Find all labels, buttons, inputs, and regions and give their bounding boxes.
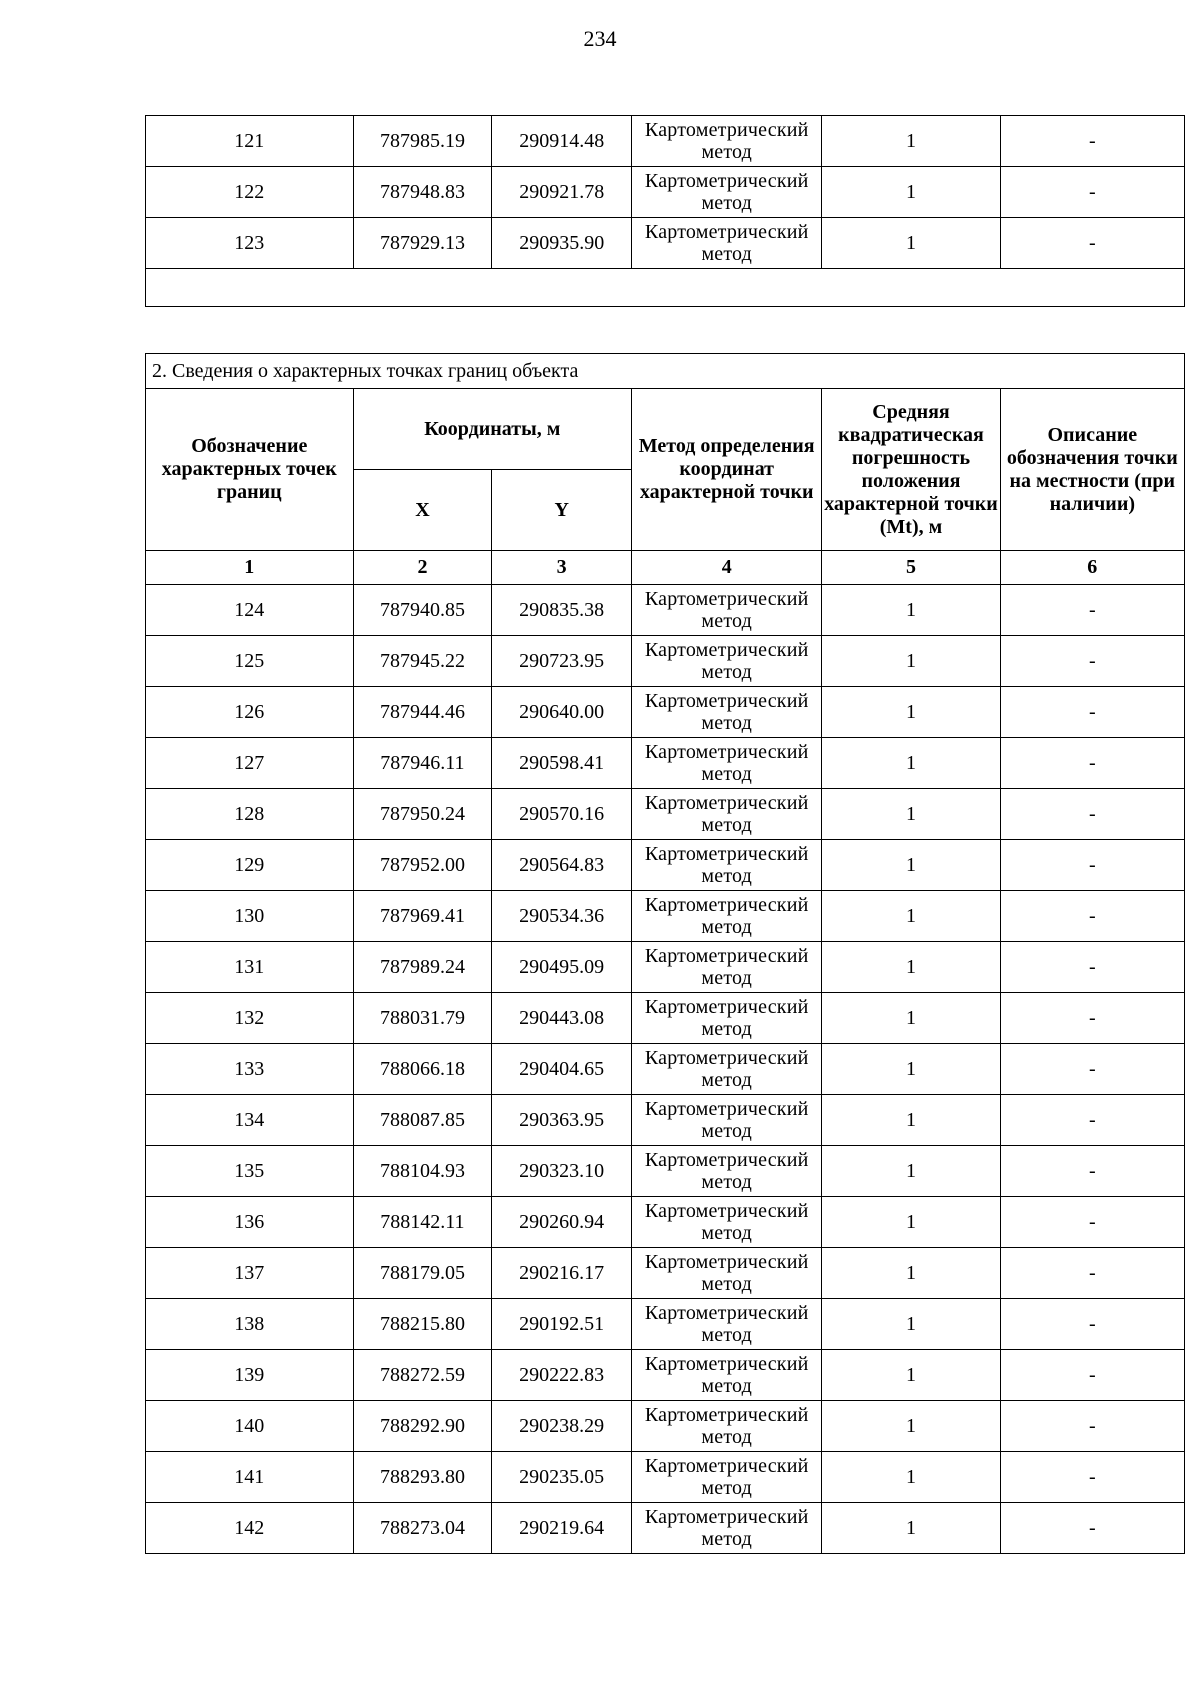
description-cell: - [1000, 1095, 1184, 1146]
section-caption: 2. Сведения о характерных точках границ объекта [146, 354, 1185, 389]
column-number: 4 [632, 551, 822, 585]
x-coordinate-cell: 787945.22 [353, 636, 492, 687]
description-cell: - [1000, 738, 1184, 789]
method-cell: Картометрический метод [632, 840, 822, 891]
page-number: 234 [583, 26, 617, 51]
error-cell: 1 [822, 1299, 1000, 1350]
table-row [146, 1197, 1185, 1248]
description-cell: - [1000, 1350, 1184, 1401]
table-row [146, 1299, 1185, 1350]
method-cell: Картометрический метод [632, 636, 822, 687]
method-cell: Картометрический метод [632, 1146, 822, 1197]
description-cell: - [1000, 840, 1184, 891]
y-coordinate-cell: 290598.41 [492, 738, 632, 789]
table-row [146, 1401, 1185, 1452]
y-coordinate-cell: 290216.17 [492, 1248, 632, 1299]
method-cell: Картометрический метод [632, 1503, 822, 1554]
description-cell: - [1000, 1452, 1184, 1503]
table-row [146, 636, 1185, 687]
point-id-cell: 121 [146, 116, 354, 167]
x-coordinate-cell: 787950.24 [353, 789, 492, 840]
description-cell: - [1000, 1299, 1184, 1350]
empty-row [146, 269, 1185, 307]
y-coordinate-cell: 290495.09 [492, 942, 632, 993]
header-row [146, 389, 1185, 470]
x-coordinate-cell: 787989.24 [353, 942, 492, 993]
point-id-cell: 137 [146, 1248, 354, 1299]
point-id-cell: 130 [146, 891, 354, 942]
method-cell: Картометрический метод [632, 891, 822, 942]
description-cell: - [1000, 1044, 1184, 1095]
point-id-cell: 136 [146, 1197, 354, 1248]
x-coordinate-cell: 787948.83 [353, 167, 492, 218]
error-cell: 1 [822, 840, 1000, 891]
error-cell: 1 [822, 167, 1000, 218]
point-id-cell: 124 [146, 585, 354, 636]
description-cell: - [1000, 1401, 1184, 1452]
point-id-cell: 125 [146, 636, 354, 687]
method-cell: Картометрический метод [632, 687, 822, 738]
y-coordinate-cell: 290835.38 [492, 585, 632, 636]
boundary-points-table [145, 353, 1185, 1554]
table-row [146, 1350, 1185, 1401]
point-id-cell: 140 [146, 1401, 354, 1452]
method-cell: Картометрический метод [632, 116, 822, 167]
description-cell: - [1000, 1503, 1184, 1554]
table-row [146, 585, 1185, 636]
method-cell: Картометрический метод [632, 738, 822, 789]
y-coordinate-cell: 290219.64 [492, 1503, 632, 1554]
y-coordinate-cell: 290570.16 [492, 789, 632, 840]
x-coordinate-cell: 787946.11 [353, 738, 492, 789]
point-id-cell: 123 [146, 218, 354, 269]
column-number: 3 [492, 551, 632, 585]
column-number: 5 [822, 551, 1000, 585]
error-cell: 1 [822, 942, 1000, 993]
y-coordinate-cell: 290935.90 [492, 218, 632, 269]
error-cell: 1 [822, 116, 1000, 167]
y-coordinate-cell: 290404.65 [492, 1044, 632, 1095]
error-cell: 1 [822, 1401, 1000, 1452]
table-row [146, 116, 1185, 167]
method-cell: Картометрический метод [632, 1350, 822, 1401]
x-coordinate-cell: 788272.59 [353, 1350, 492, 1401]
table-row [146, 218, 1185, 269]
method-cell: Картометрический метод [632, 585, 822, 636]
y-coordinate-cell: 290192.51 [492, 1299, 632, 1350]
table-row [146, 1095, 1185, 1146]
y-coordinate-cell: 290323.10 [492, 1146, 632, 1197]
method-cell: Картометрический метод [632, 167, 822, 218]
y-coordinate-cell: 290238.29 [492, 1401, 632, 1452]
x-coordinate-cell: 787985.19 [353, 116, 492, 167]
coordinates-table-continued [145, 115, 1185, 307]
error-cell: 1 [822, 1197, 1000, 1248]
y-coordinate-cell: 290534.36 [492, 891, 632, 942]
description-cell: - [1000, 636, 1184, 687]
table-row [146, 167, 1185, 218]
header-y: Y [492, 470, 632, 551]
point-id-cell: 139 [146, 1350, 354, 1401]
x-coordinate-cell: 788179.05 [353, 1248, 492, 1299]
description-cell: - [1000, 167, 1184, 218]
column-number: 2 [353, 551, 492, 585]
point-id-cell: 126 [146, 687, 354, 738]
method-cell: Картометрический метод [632, 1401, 822, 1452]
description-cell: - [1000, 993, 1184, 1044]
header-x: X [353, 470, 492, 551]
description-cell: - [1000, 218, 1184, 269]
table-row [146, 1248, 1185, 1299]
header-description: Описание обозначения точки на местности (при наличии) [1000, 389, 1184, 551]
error-cell: 1 [822, 687, 1000, 738]
error-cell: 1 [822, 1248, 1000, 1299]
error-cell: 1 [822, 1350, 1000, 1401]
method-cell: Картометрический метод [632, 1197, 822, 1248]
error-cell: 1 [822, 1044, 1000, 1095]
y-coordinate-cell: 290443.08 [492, 993, 632, 1044]
y-coordinate-cell: 290222.83 [492, 1350, 632, 1401]
x-coordinate-cell: 788066.18 [353, 1044, 492, 1095]
x-coordinate-cell: 787940.85 [353, 585, 492, 636]
description-cell: - [1000, 942, 1184, 993]
header-coordinates: Координаты, м [353, 389, 631, 470]
y-coordinate-cell: 290914.48 [492, 116, 632, 167]
point-id-cell: 129 [146, 840, 354, 891]
y-coordinate-cell: 290723.95 [492, 636, 632, 687]
method-cell: Картометрический метод [632, 993, 822, 1044]
section-caption-row [146, 354, 1185, 389]
x-coordinate-cell: 788215.80 [353, 1299, 492, 1350]
point-id-cell: 135 [146, 1146, 354, 1197]
point-id-cell: 138 [146, 1299, 354, 1350]
y-coordinate-cell: 290640.00 [492, 687, 632, 738]
table-row [146, 1146, 1185, 1197]
error-cell: 1 [822, 1452, 1000, 1503]
error-cell: 1 [822, 891, 1000, 942]
column-number: 6 [1000, 551, 1184, 585]
table-row [146, 1044, 1185, 1095]
description-cell: - [1000, 585, 1184, 636]
x-coordinate-cell: 787929.13 [353, 218, 492, 269]
column-number-row [146, 551, 1185, 585]
error-cell: 1 [822, 585, 1000, 636]
error-cell: 1 [822, 789, 1000, 840]
description-cell: - [1000, 1248, 1184, 1299]
header-point-designation: Обозначение характерных точек границ [146, 389, 354, 551]
description-cell: - [1000, 1197, 1184, 1248]
table-row [146, 789, 1185, 840]
description-cell: - [1000, 1146, 1184, 1197]
error-cell: 1 [822, 218, 1000, 269]
method-cell: Картометрический метод [632, 1299, 822, 1350]
error-cell: 1 [822, 738, 1000, 789]
point-id-cell: 132 [146, 993, 354, 1044]
point-id-cell: 141 [146, 1452, 354, 1503]
x-coordinate-cell: 787969.41 [353, 891, 492, 942]
y-coordinate-cell: 290921.78 [492, 167, 632, 218]
method-cell: Картометрический метод [632, 942, 822, 993]
description-cell: - [1000, 891, 1184, 942]
x-coordinate-cell: 788104.93 [353, 1146, 492, 1197]
x-coordinate-cell: 788031.79 [353, 993, 492, 1044]
header-error: Средняя квадратическая погрешность положения характерной точки (Mt), м [822, 389, 1000, 551]
description-cell: - [1000, 687, 1184, 738]
x-coordinate-cell: 788273.04 [353, 1503, 492, 1554]
table-row [146, 687, 1185, 738]
y-coordinate-cell: 290235.05 [492, 1452, 632, 1503]
description-cell: - [1000, 116, 1184, 167]
x-coordinate-cell: 788292.90 [353, 1401, 492, 1452]
point-id-cell: 122 [146, 167, 354, 218]
column-number: 1 [146, 551, 354, 585]
point-id-cell: 128 [146, 789, 354, 840]
table-row [146, 993, 1185, 1044]
method-cell: Картометрический метод [632, 789, 822, 840]
table-row [146, 738, 1185, 789]
method-cell: Картометрический метод [632, 1095, 822, 1146]
table-row [146, 1503, 1185, 1554]
error-cell: 1 [822, 1503, 1000, 1554]
table-continued-body [146, 116, 1185, 269]
error-cell: 1 [822, 993, 1000, 1044]
point-id-cell: 142 [146, 1503, 354, 1554]
table-row [146, 1452, 1185, 1503]
method-cell: Картометрический метод [632, 1452, 822, 1503]
table-row [146, 942, 1185, 993]
x-coordinate-cell: 787952.00 [353, 840, 492, 891]
boundary-points-body [146, 585, 1185, 1554]
error-cell: 1 [822, 1146, 1000, 1197]
error-cell: 1 [822, 1095, 1000, 1146]
x-coordinate-cell: 788087.85 [353, 1095, 492, 1146]
x-coordinate-cell: 788293.80 [353, 1452, 492, 1503]
method-cell: Картометрический метод [632, 1044, 822, 1095]
header-method: Метод определения координат характерной точки [632, 389, 822, 551]
x-coordinate-cell: 788142.11 [353, 1197, 492, 1248]
x-coordinate-cell: 787944.46 [353, 687, 492, 738]
point-id-cell: 131 [146, 942, 354, 993]
point-id-cell: 134 [146, 1095, 354, 1146]
point-id-cell: 127 [146, 738, 354, 789]
error-cell: 1 [822, 636, 1000, 687]
y-coordinate-cell: 290363.95 [492, 1095, 632, 1146]
y-coordinate-cell: 290260.94 [492, 1197, 632, 1248]
method-cell: Картометрический метод [632, 1248, 822, 1299]
table-row [146, 891, 1185, 942]
y-coordinate-cell: 290564.83 [492, 840, 632, 891]
method-cell: Картометрический метод [632, 218, 822, 269]
description-cell: - [1000, 789, 1184, 840]
table-row [146, 840, 1185, 891]
point-id-cell: 133 [146, 1044, 354, 1095]
